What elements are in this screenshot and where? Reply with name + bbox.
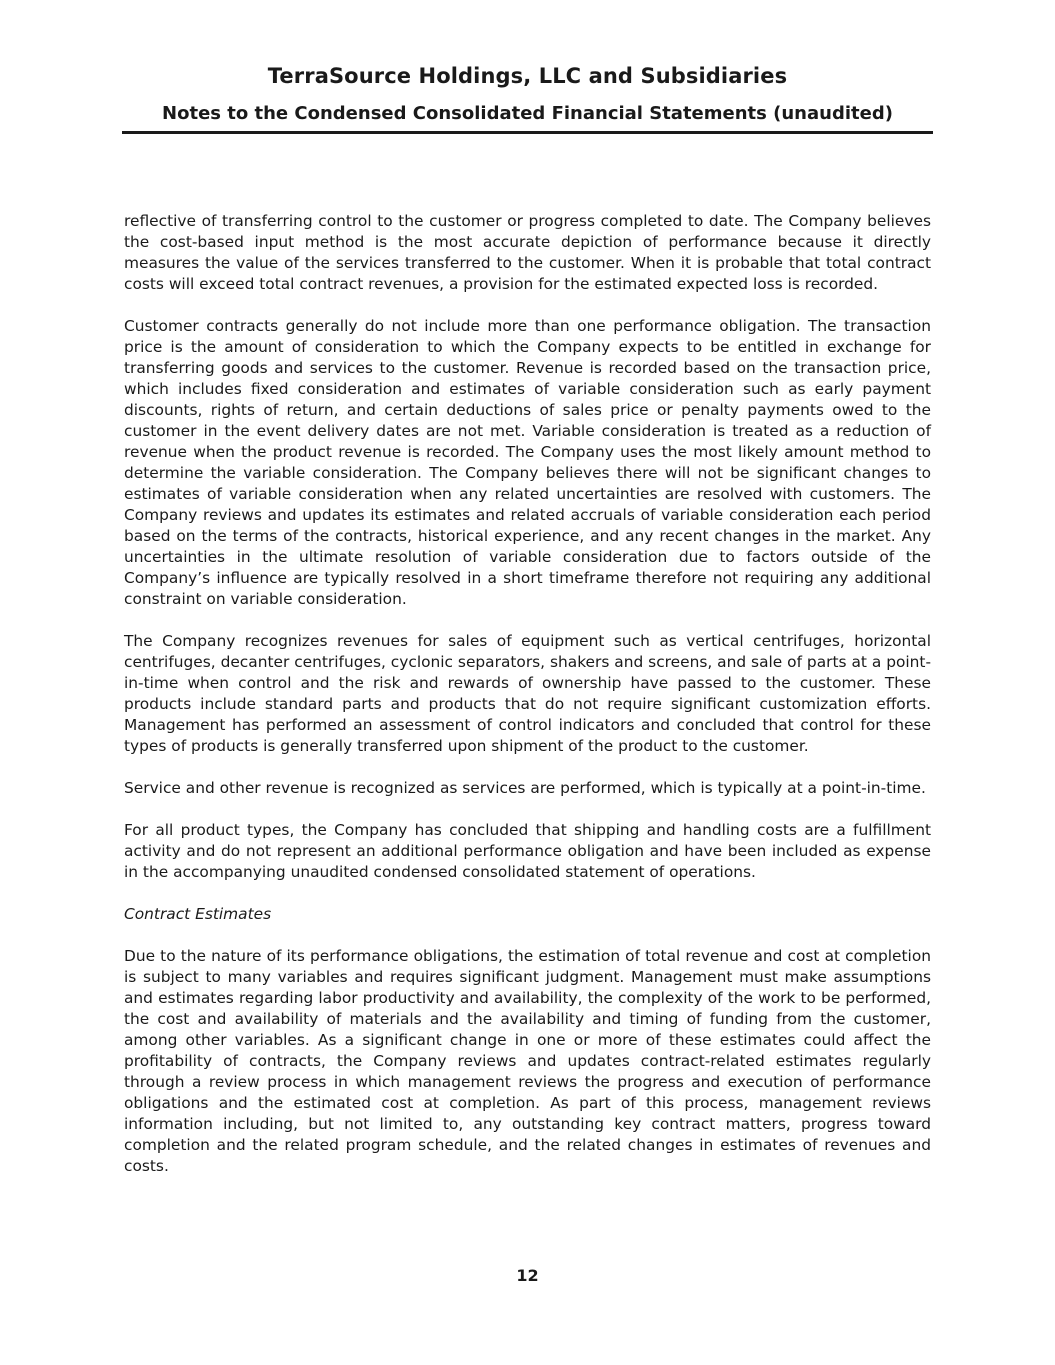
paragraph-customer-contracts: Customer contracts generally do not include more than one performance obligation. The transaction price is the amount of consideration to which the Company expects to be entitled in exchange for transferring goods and services to the customer. Revenue is recorded based on the transaction price, which includes fixed consideration and estimates of variable consideration such as early payment discounts, rights of return, and certain deductions of sales price or penalty payments owed to the customer in the event delivery dates are not met. Variable consideration is treated as a reduction of revenue when the product revenue is recorded. The Company uses the most likely amount method to determine the variable consideration. The Company believes there will not be significant changes to estimates of variable consideration when any related uncertainties are resolved with customers. The Company reviews and updates its estimates and related accruals of variable consideration each period based on the terms of the contracts, historical experience, and any recent changes in the market. Any uncertainties in the ultimate resolution of variable consideration due to factors outside of the Company’s influence are typically resolved in a short timeframe therefore not requiring any additional constraint on variable consideration.: [124, 317, 931, 608]
paragraph-shipping-handling: For all product types, the Company has concluded that shipping and handling costs are a fulfillment activity and do not represent an additional performance obligation and have been included as expense in the accompanying unaudited condensed consolidated statement of operations.: [124, 821, 931, 881]
notes-body: [124, 211, 931, 1198]
paragraph-revenue-recognition-continued: reflective of transferring control to the customer or progress completed to date. The Company believes the cost-based input method is the most accurate depiction of performance because it directly measures the value of the services transferred to the customer. When it is probable that total contract costs will exceed total contract revenues, a provision for the estimated expected loss is recorded.: [124, 212, 931, 293]
page-number: 12: [516, 1266, 539, 1285]
page-header: [122, 60, 933, 126]
paragraph-equipment-sales: The Company recognizes revenues for sales of equipment such as vertical centrifuges, horizontal centrifuges, decanter centrifuges, cyclonic separators, shakers and screens, and sale of parts at a point-in-time when control and the risk and rewards of ownership have passed to the customer. These products include standard parts and products that do not require significant customization efforts. Management has performed an assessment of control indicators and concluded that control for these types of products is generally transferred upon shipment of the product to the customer.: [124, 632, 931, 755]
paragraph-contract-estimates: Due to the nature of its performance obligations, the estimation of total revenue and cost at completion is subject to many variables and requires significant judgment. Management must make assumptions and estimates regarding labor productivity and availability, the complexity of the work to be performed, the cost and availability of materials and the availability and timing of funding from the customer, among other variables. As a significant change in one or more of these estimates could affect the profitability of contracts, the Company reviews and updates contract-related estimates regularly through a review process in which management reviews the progress and execution of performance obligations and the estimated cost at completion. As part of this process, management reviews information including, but not limited to, any outstanding key contract matters, progress toward completion and the related program schedule, and the related changes in estimates of revenues and costs.: [124, 947, 931, 1175]
section-heading-contract-estimates: Contract Estimates: [124, 905, 272, 923]
company-title: TerraSource Holdings, LLC and Subsidiaries: [267, 64, 788, 88]
paragraph-service-revenue: Service and other revenue is recognized as services are performed, which is typically at a point-in-time.: [124, 779, 926, 797]
header-divider: [122, 131, 933, 134]
document-subtitle: Notes to the Condensed Consolidated Financial Statements (unaudited): [162, 103, 893, 124]
